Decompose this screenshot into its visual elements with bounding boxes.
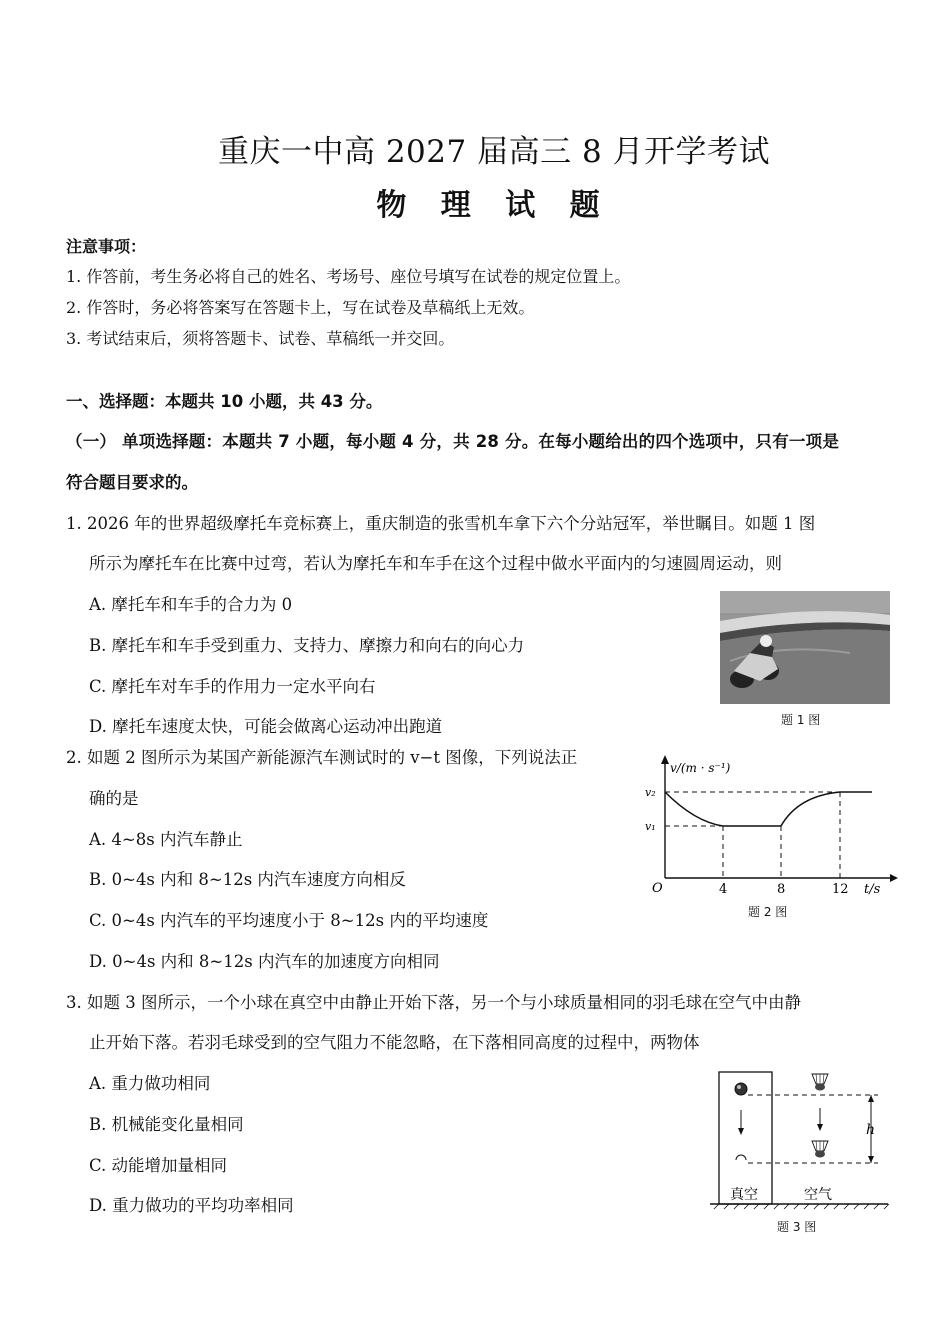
air-label: 空气 [804, 1187, 832, 1203]
ball-icon [735, 1083, 747, 1095]
y-axis-label: v/(m · s⁻¹) [670, 761, 731, 775]
section-subtitle: （一） 单项选择题：本题共 7 小题，每小题 4 分，共 28 分。在每小题给出的四个选项中，只有一项是 [66, 432, 840, 451]
exam-title: 重庆一中高 2027 届高三 8 月开学考试 [217, 134, 771, 170]
x-axis-label: t/s [864, 882, 881, 897]
question-2-stem-cont: 确的是 [89, 789, 139, 808]
vt-graph [640, 750, 900, 900]
question-1-option-a: A. 摩托车和车手的合力为 0 [89, 595, 293, 614]
question-1-option-b: B. 摩托车和车手受到重力、支持力、摩擦力和向右的向心力 [89, 636, 525, 655]
x-tick-label: 8 [777, 882, 786, 897]
notice-item: 3. 考试结束后，须将答题卡、试卷、草稿纸一并交回。 [66, 329, 455, 348]
question-3-option-d: D. 重力做功的平均功率相同 [89, 1196, 294, 1215]
height-label: h [866, 1122, 876, 1138]
question-3-option-c: C. 动能增加量相同 [89, 1156, 228, 1175]
question-1-stem: 1. 2026 年的世界超级摩托车竞标赛上，重庆制造的张雪机车拿下六个分站冠军，举世瞩目。如题 1 图 [66, 514, 816, 533]
origin-label: O [652, 881, 663, 896]
figure-1-caption: 题 1 图 [781, 713, 821, 727]
question-2-option-a: A. 4~8s 内汽车静止 [89, 830, 243, 849]
shuttlecock-bottom-icon [812, 1141, 828, 1158]
vacuum-label: 真空 [730, 1187, 758, 1203]
question-2-option-c: C. 0~4s 内汽车的平均速度小于 8~12s 内的平均速度 [89, 911, 489, 930]
motorcycle-photo [720, 591, 890, 704]
question-2-stem: 2. 如题 2 图所示为某国产新能源汽车测试时的 v−t 图像，下列说法正 [66, 748, 578, 767]
velocity-curve [665, 792, 872, 826]
x-tick-label: 12 [832, 882, 849, 897]
question-3-stem: 3. 如题 3 图所示，一个小球在真空中由静止开始下落，另一个与小球质量相同的羽毛球在空气中由静 [66, 993, 801, 1012]
x-tick-label: 4 [719, 882, 728, 897]
y-axis-arrow [661, 755, 669, 764]
question-3-option-a: A. 重力做功相同 [89, 1074, 211, 1093]
shuttlecock-top-icon [812, 1074, 828, 1091]
question-1-option-d: D. 摩托车速度太快，可能会做离心运动冲出跑道 [89, 717, 443, 736]
question-2-option-d: D. 0~4s 内和 8~12s 内汽车的加速度方向相同 [89, 952, 440, 971]
question-3-stem-cont: 止开始下落。若羽毛球受到的空气阻力不能忽略，在下落相同高度的过程中，两物体 [89, 1033, 700, 1052]
figure-3-caption: 题 3 图 [777, 1220, 817, 1234]
section-subtitle-cont: 符合题目要求的。 [66, 473, 198, 492]
question-1-stem-cont: 所示为摩托车在比赛中过弯，若认为摩托车和车手在这个过程中做水平面内的匀速圆周运动，则 [89, 554, 782, 573]
notice-item: 1. 作答前，考生务必将自己的姓名、考场号、座位号填写在试卷的规定位置上。 [66, 267, 631, 286]
notice-item: 2. 作答时，务必将答案写在答题卡上，写在试卷及草稿纸上无效。 [66, 298, 535, 317]
figure-2-caption: 题 2 图 [748, 905, 788, 919]
section-title: 一、选择题：本题共 10 小题，共 43 分。 [66, 392, 383, 411]
ground-hatch [714, 1204, 889, 1209]
question-1-option-c: C. 摩托车对车手的作用力一定水平向右 [89, 677, 376, 696]
x-axis-arrow [890, 874, 898, 882]
fall-diagram [708, 1068, 893, 1216]
ball-ghost-icon [736, 1155, 746, 1160]
v2-label: v₂ [645, 786, 656, 799]
v1-label: v₁ [645, 820, 656, 833]
question-3-option-b: B. 机械能变化量相同 [89, 1115, 244, 1134]
question-2-option-b: B. 0~4s 内和 8~12s 内汽车速度方向相反 [89, 870, 406, 889]
subject-title: 物 理 试 题 [376, 188, 612, 223]
notice-heading: 注意事项： [66, 237, 147, 256]
